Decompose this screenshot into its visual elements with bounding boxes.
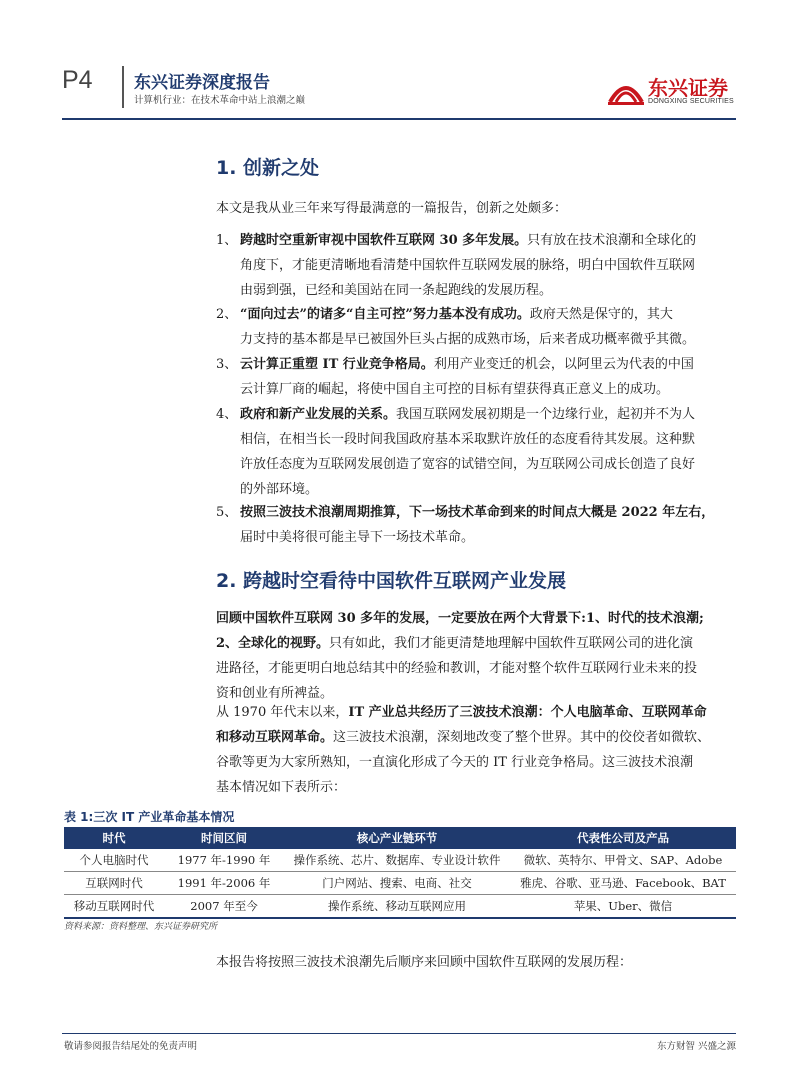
item-1-line-1: 只有放在技术浪潮和全球化的	[527, 233, 697, 248]
table-cell: 1977 年-1990 年	[164, 849, 284, 872]
logo-text-cn: 东兴证券	[648, 76, 728, 100]
s2-p1-bold-2: 2、全球化的视野。	[216, 636, 330, 651]
item-2-bold: “面向过去”的诸多“自主可控”努力基本没有成功。	[240, 307, 530, 322]
report-title: 东兴证券深度报告	[134, 73, 270, 93]
table-header-cell: 时间区间	[164, 827, 284, 849]
item-1-line-2: 角度下，才能更清晰地看清楚中国软件互联网发展的脉络，明白中国软件互联网	[240, 258, 696, 273]
table-cell: 雅虎、谷歌、亚马逊、Facebook、BAT	[510, 872, 736, 895]
logo-text-en: DONGXING SECURITIES	[648, 98, 734, 105]
table-cell: 1991 年-2006 年	[164, 872, 284, 895]
item-5	[240, 500, 736, 550]
item-2-number: 2、	[216, 307, 238, 322]
section-2-paragraph-2	[216, 700, 736, 800]
item-3-bold: 云计算正重塑 IT 行业竞争格局。	[240, 357, 434, 372]
s2-p1-line-3: 进路径，才能更明白地总结其中的经验和教训，才能对整个软件互联网行业未来的投	[216, 661, 698, 676]
table-source: 资料来源：资料整理、东兴证券研究所	[64, 922, 218, 932]
report-subtitle: 计算机行业：在技术革命中站上浪潮之巅	[134, 95, 306, 106]
section-2-heading: 2. 跨越时空看待中国软件互联网产业发展	[216, 570, 567, 592]
item-4-line-4: 的外部环境。	[240, 482, 319, 497]
table-row	[64, 849, 736, 872]
item-3-number: 3、	[216, 357, 238, 372]
item-2-line-1: 政府天然是保守的，其大	[529, 307, 673, 322]
it-revolution-table	[64, 827, 736, 919]
section-1-intro: 本文是我从业三年来写得最满意的一篇报告，创新之处颇多：	[216, 201, 568, 216]
item-4-line-3: 许放任态度为互联网发展创造了宽容的试错空间，为互联网公司成长创造了良好	[240, 457, 696, 472]
s2-p2-line-2: 这三波技术浪潮，深刻地改变了整个世界。其中的佼佼者如微软、	[333, 730, 711, 745]
table-cell: 移动互联网时代	[64, 895, 164, 919]
item-5-number: 5、	[216, 505, 238, 520]
item-1-line-3: 由弱到强，已经和美国站在同一条起跑线的发展历程。	[240, 283, 553, 298]
section-2-paragraph-1	[216, 606, 736, 706]
table-cell: 门户网站、搜索、电商、社交	[284, 872, 510, 895]
section-1-heading: 1. 创新之处	[216, 157, 320, 179]
table-cell: 互联网时代	[64, 872, 164, 895]
item-1	[240, 228, 736, 303]
s2-p2-pre: 从 1970 年代末以来，	[216, 705, 349, 720]
table-cell: 苹果、Uber、微信	[510, 895, 736, 919]
table-header-cell: 核心产业链环节	[284, 827, 510, 849]
s2-p1-line-4: 资和创业有所裨益。	[216, 686, 334, 701]
s2-p2-bold-1: IT 产业总共经历了三波技术浪潮：个人电脑革命、互联网革命	[348, 705, 707, 720]
item-1-number: 1、	[216, 233, 238, 248]
s2-p2-line-4: 基本情况如下表所示：	[216, 780, 347, 795]
s2-p1-line-2: 只有如此，我们才能更清楚地理解中国软件互联网公司的进化演	[329, 636, 694, 651]
table-header-cell: 代表性公司及产品	[510, 827, 736, 849]
header-divider	[122, 66, 124, 108]
table-cell: 操作系统、芯片、数据库、专业设计软件	[284, 849, 510, 872]
table-cell: 个人电脑时代	[64, 849, 164, 872]
item-5-line-2: 届时中美将很可能主导下一场技术革命。	[240, 530, 475, 545]
table-cell: 2007 年至今	[164, 895, 284, 919]
company-logo-icon	[606, 72, 646, 108]
page-number: P4	[62, 66, 93, 94]
item-4-line-2: 相信，在相当长一段时间我国政府基本采取默许放任的态度看待其发展。这种默	[240, 432, 696, 447]
item-2	[240, 302, 736, 352]
s2-p2-bold-2: 和移动互联网革命。	[216, 730, 334, 745]
item-4	[240, 402, 736, 502]
closing-paragraph: 本报告将按照三波技术浪潮先后顺序来回顾中国软件互联网的发展历程：	[216, 955, 633, 970]
s2-p1-bold-1: 回顾中国软件互联网 30 多年的发展，一定要放在两个大背景下:1、时代的技术浪潮;	[216, 611, 704, 626]
item-4-line-1: 我国互联网发展初期是一个边缘行业，起初并不为人	[396, 407, 696, 422]
table-row	[64, 872, 736, 895]
item-2-line-2: 力支持的基本都是早已被国外巨头占据的成熟市场，后来者成功概率微乎其微。	[240, 332, 696, 347]
table-caption: 表 1:三次 IT 产业革命基本情况	[64, 810, 235, 824]
item-5-bold: 按照三波技术浪潮周期推算，下一场技术革命到来的时间点大概是 2022 年左右，	[240, 505, 715, 520]
item-3-line-1: 利用产业变迁的机会，以阿里云为代表的中国	[433, 357, 694, 372]
s2-p2-line-3: 谷歌等更为大家所熟知，一直演化形成了今天的 IT 行业竞争格局。这三波技术浪潮	[216, 755, 694, 770]
item-3	[240, 352, 736, 402]
item-3-line-2: 云计算厂商的崛起，将使中国自主可控的目标有望获得真正意义上的成功。	[240, 382, 670, 397]
footer-rule	[62, 1033, 736, 1034]
footer-slogan: 东方财智 兴盛之源	[656, 1041, 736, 1052]
table-cell: 微软、英特尔、甲骨文、SAP、Adobe	[510, 849, 736, 872]
footer-disclaimer: 敬请参阅报告结尾处的免责声明	[64, 1041, 198, 1052]
item-4-bold: 政府和新产业发展的关系。	[240, 407, 397, 422]
table-header-row	[64, 827, 736, 849]
table-header-cell: 时代	[64, 827, 164, 849]
table-row	[64, 895, 736, 919]
item-1-bold: 跨越时空重新审视中国软件互联网 30 多年发展。	[240, 233, 528, 248]
table-cell: 操作系统、移动互联网应用	[284, 895, 510, 919]
header-rule	[62, 118, 736, 120]
item-4-number: 4、	[216, 407, 238, 422]
